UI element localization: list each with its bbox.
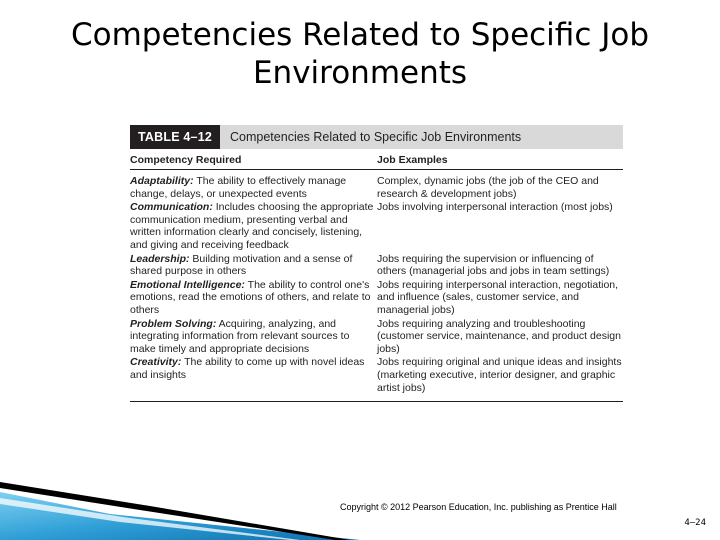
slide-corner-decoration xyxy=(0,440,720,540)
table-row xyxy=(130,201,623,251)
competency-term: Leadership: xyxy=(130,252,190,265)
table-column-headers xyxy=(130,149,623,170)
competency-table xyxy=(130,125,623,402)
table-row xyxy=(130,279,623,317)
competency-term: Creativity: xyxy=(130,356,182,369)
competency-term: Adaptability: xyxy=(130,175,194,187)
job-examples-cell: Jobs requiring interpersonal interaction, negotiation, and influence (sales, customer service, and managerial jobs) xyxy=(377,278,619,316)
job-examples-cell: Jobs requiring analyzing and troubleshooting (customer service, maintenance, and product design jobs) xyxy=(377,317,621,355)
competency-cell xyxy=(130,279,377,317)
table-header-bar xyxy=(130,125,623,149)
competency-description: The ability to control one's emotions, read the emotions of others, and relate to others xyxy=(130,278,371,316)
competency-description: Includes choosing the appropriate communication medium, presenting verbal and written information clearly and concisely, listening, and giving and receiving feedback xyxy=(130,201,374,251)
table-body xyxy=(130,170,623,402)
table-row xyxy=(130,318,623,356)
competency-cell xyxy=(130,253,377,278)
competency-term: Emotional Intelligence: xyxy=(130,278,245,291)
competency-description: Building motivation and a sense of shared purpose in others xyxy=(130,252,353,278)
table-row xyxy=(130,356,623,394)
competency-term: Communication: xyxy=(130,201,213,214)
slide-title xyxy=(40,16,680,92)
table-caption: Competencies Related to Specific Job Environments xyxy=(230,130,522,144)
job-examples-cell: Complex, dynamic jobs (the job of the CEO and research & development jobs) xyxy=(377,175,599,200)
table-label: TABLE 4–12 xyxy=(130,125,220,149)
competency-description: The ability to effectively manage change, delays, or unexpected events xyxy=(130,175,347,200)
job-examples-cell: Jobs requiring original and unique ideas and insights (marketing executive, interior designer, and graphic artist jobs) xyxy=(377,356,622,394)
slide-title-line-1: Competencies Related to Specific Job xyxy=(70,17,650,53)
copyright-notice: Copyright © 2012 Pearson Education, Inc. publishing as Prentice Hall xyxy=(340,502,617,512)
table-row xyxy=(130,175,623,200)
competency-description: The ability to come up with novel ideas and insights xyxy=(130,356,365,381)
competency-description: Acquiring, analyzing, and integrating information from relevant sources to make timely and appropriate decisions xyxy=(130,317,350,355)
column-header-job-examples: Job Examples xyxy=(377,154,448,166)
competency-term: Problem Solving: xyxy=(130,317,217,330)
job-examples-cell: Jobs requiring the supervision or influencing of others (managerial jobs and jobs in team settings) xyxy=(377,252,610,278)
competency-cell xyxy=(130,356,377,394)
page-number: 4–24 xyxy=(684,518,706,528)
job-examples-cell: Jobs involving interpersonal interaction (most jobs) xyxy=(377,201,613,214)
competency-cell xyxy=(130,318,377,356)
competency-cell xyxy=(130,201,377,251)
table-row xyxy=(130,253,623,278)
competency-cell xyxy=(130,175,377,200)
column-header-competency: Competency Required xyxy=(130,154,242,166)
slide-title-line-2: Environments xyxy=(252,55,468,91)
